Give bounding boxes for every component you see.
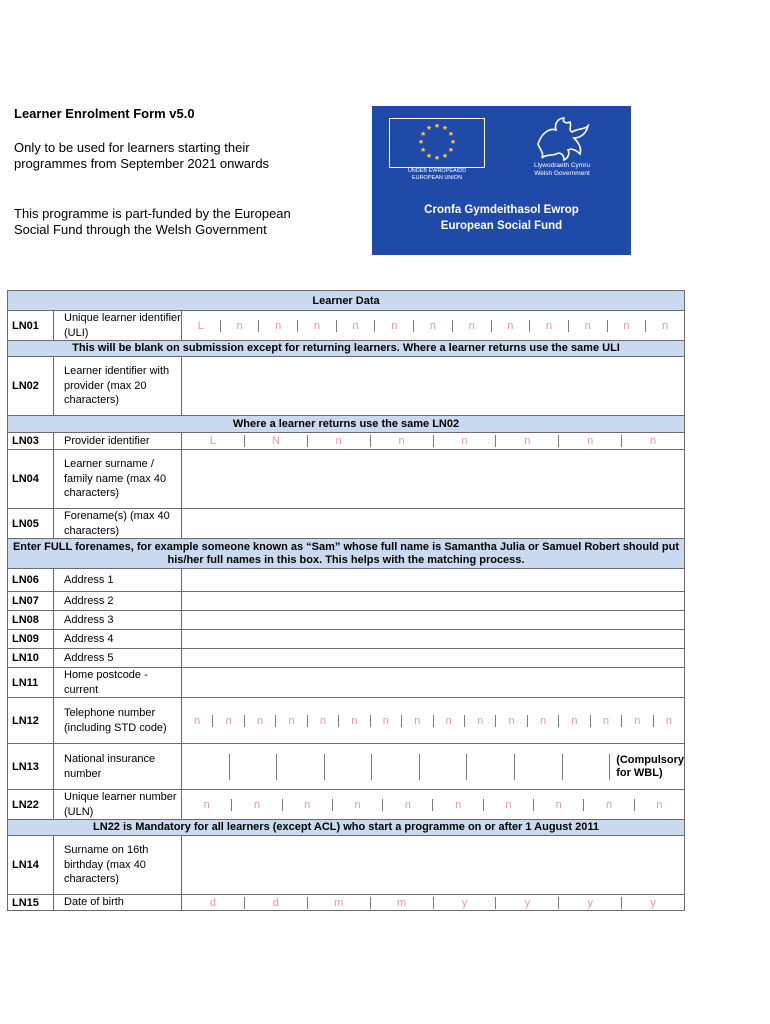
table-row-ln11 — [8, 668, 685, 698]
row-label: Unique learner identifier (ULI) — [54, 311, 182, 341]
char-box[interactable]: n — [401, 715, 432, 727]
row-code: LN22 — [8, 790, 54, 820]
char-box[interactable]: n — [464, 715, 495, 727]
char-box[interactable]: n — [590, 715, 621, 727]
char-box[interactable]: n — [645, 320, 684, 332]
address-5-field[interactable] — [182, 649, 685, 668]
char-box[interactable]: n — [621, 435, 684, 447]
char-box[interactable]: n — [220, 320, 259, 332]
esf-label-welsh: Cronfa Gymdeithasol Ewrop — [424, 204, 579, 216]
star-icon: ★ — [417, 139, 425, 146]
char-box[interactable]: n — [370, 435, 433, 447]
national-insurance-field[interactable] — [182, 744, 685, 790]
char-box[interactable] — [466, 754, 514, 780]
char-box[interactable]: n — [275, 715, 306, 727]
address-3-field[interactable] — [182, 611, 685, 630]
char-box[interactable]: n — [634, 799, 684, 811]
char-box[interactable]: n — [370, 715, 401, 727]
row-code: LN13 — [8, 744, 54, 790]
char-box[interactable] — [514, 754, 562, 780]
wg-label-welsh: Llywodraeth Cymru — [534, 162, 590, 169]
char-box[interactable]: n — [529, 320, 568, 332]
char-box[interactable]: n — [432, 799, 482, 811]
char-box[interactable]: n — [332, 799, 382, 811]
row-label: Forename(s) (max 40 characters) — [54, 509, 182, 539]
funding-note: This programme is part-funded by the European Social Fund through the Welsh Government — [14, 206, 291, 237]
row-code: LN10 — [8, 649, 54, 668]
row-code: LN15 — [8, 895, 54, 911]
row-label: Unique learner number (ULN) — [54, 790, 182, 820]
char-box[interactable]: n — [203, 798, 210, 811]
char-box[interactable]: n — [621, 715, 652, 727]
row-label: Provider identifier — [54, 433, 182, 450]
row-label: Address 5 — [54, 649, 182, 668]
row-label: Address 3 — [54, 611, 182, 630]
char-box[interactable]: n — [607, 320, 646, 332]
postcode-field[interactable] — [182, 668, 685, 698]
eu-label-english: EUROPEAN UNION — [411, 175, 463, 181]
row-code: LN09 — [8, 630, 54, 649]
char-box[interactable]: n — [568, 320, 607, 332]
table-row-ln13 — [8, 744, 685, 790]
telephone-field[interactable] — [182, 698, 685, 744]
row-code: LN02 — [8, 357, 54, 416]
date-of-birth-field[interactable] — [182, 895, 685, 911]
char-box[interactable]: y — [558, 897, 621, 909]
char-box[interactable]: n — [307, 435, 370, 447]
char-box[interactable]: n — [495, 715, 526, 727]
star-icon: ★ — [449, 139, 457, 146]
char-box[interactable] — [371, 754, 419, 780]
table-heading: Learner Data — [8, 291, 685, 311]
star-icon: ★ — [425, 152, 433, 160]
char-box[interactable]: m — [307, 897, 370, 909]
char-box[interactable] — [562, 754, 610, 780]
char-box[interactable]: n — [433, 715, 464, 727]
star-icon: ★ — [425, 125, 433, 133]
eligibility-note: Only to be used for learners starting their programmes from September 2021 onwards — [14, 140, 270, 171]
char-box[interactable]: n — [194, 714, 201, 727]
char-box[interactable]: n — [452, 320, 491, 332]
char-box[interactable]: y — [621, 897, 684, 909]
char-box[interactable]: n — [483, 799, 533, 811]
row-label: Address 4 — [54, 630, 182, 649]
char-box[interactable] — [229, 754, 277, 780]
char-box[interactable]: n — [297, 320, 336, 332]
learner-data-table — [7, 290, 685, 911]
eu-label-welsh: UNDEB EWROPEAIDD — [407, 168, 467, 174]
table-row-ln08 — [8, 611, 685, 630]
char-box[interactable]: n — [231, 799, 281, 811]
row-label: Telephone number (including STD code) — [54, 698, 182, 744]
esf-label — [372, 202, 631, 234]
table-row-ln14 — [8, 836, 685, 895]
esf-logo — [372, 106, 631, 255]
table-row-ln06 — [8, 569, 685, 592]
row-label: Address 2 — [54, 592, 182, 611]
row-code: LN14 — [8, 836, 54, 895]
row-code: LN04 — [8, 450, 54, 509]
row-code: LN03 — [8, 433, 54, 450]
uli-field[interactable] — [182, 311, 685, 341]
char-box[interactable] — [182, 754, 229, 780]
star-icon: ★ — [447, 147, 454, 154]
char-box[interactable]: N — [244, 435, 307, 447]
row-label: Learner identifier with provider (max 20 characters) — [54, 357, 182, 416]
surname-field[interactable] — [182, 450, 685, 509]
esf-label-english: European Social Fund — [440, 220, 563, 232]
forenames-note: Enter FULL forenames, for example someone known as “Sam” whose full name is Samantha Julia or Samuel Robert should put his/her full names in this box. This helps with the matching process. — [8, 539, 685, 569]
char-box[interactable]: n — [338, 715, 369, 727]
char-box[interactable] — [276, 754, 324, 780]
star-icon: ★ — [433, 123, 441, 130]
row-code: LN08 — [8, 611, 54, 630]
wg-label — [510, 162, 614, 178]
row-code: LN01 — [8, 311, 54, 341]
table-row-ln09 — [8, 630, 685, 649]
uli-note: This will be blank on submission except for returning learners. Where a learner returns use the same ULI — [8, 341, 685, 357]
provider-id-field[interactable] — [182, 433, 685, 450]
row-label: Address 1 — [54, 569, 182, 592]
table-row-ln05 — [8, 509, 685, 539]
char-box[interactable]: d — [244, 897, 307, 909]
surname-at-16-field[interactable] — [182, 836, 685, 895]
row-code: LN12 — [8, 698, 54, 744]
char-box[interactable]: n — [583, 799, 633, 811]
row-code: LN06 — [8, 569, 54, 592]
char-box[interactable]: n — [491, 320, 530, 332]
row-label: Surname on 16th birthday (max 40 characters) — [54, 836, 182, 895]
table-row-ln10 — [8, 649, 685, 668]
forenames-field[interactable] — [182, 509, 685, 539]
char-box[interactable] — [324, 754, 372, 780]
table-row-ln12 — [8, 698, 685, 744]
char-box[interactable]: n — [653, 715, 684, 727]
star-icon: ★ — [420, 147, 427, 154]
char-box[interactable]: n — [307, 715, 338, 727]
char-box[interactable]: n — [282, 799, 332, 811]
ln02-note: Where a learner returns use the same LN02 — [8, 416, 685, 433]
star-icon: ★ — [447, 131, 454, 138]
address-2-field[interactable] — [182, 592, 685, 611]
table-row-ln03 — [8, 433, 685, 450]
char-box[interactable]: n — [558, 435, 621, 447]
eu-label — [382, 168, 492, 182]
table-row-ln01 — [8, 311, 685, 341]
address-1-field[interactable] — [182, 569, 685, 592]
char-box[interactable]: n — [336, 320, 375, 332]
char-box[interactable] — [419, 754, 467, 780]
form-title: Learner Enrolment Form v5.0 — [14, 106, 195, 121]
wg-label-english: Welsh Government — [534, 170, 590, 177]
row-code: LN11 — [8, 668, 54, 698]
table-row-ln04 — [8, 450, 685, 509]
char-box[interactable]: n — [533, 799, 583, 811]
eu-flag-icon — [389, 118, 485, 168]
char-box[interactable]: n — [382, 799, 432, 811]
char-box[interactable]: L — [209, 435, 216, 447]
char-box[interactable]: n — [212, 715, 243, 727]
table-row-ln22 — [8, 790, 685, 820]
compulsory-note: (Compulsory for WBL) — [609, 754, 684, 780]
star-icon: ★ — [420, 131, 427, 138]
char-box[interactable]: d — [209, 896, 216, 909]
table-row-ln02 — [8, 357, 685, 416]
star-icon: ★ — [441, 152, 449, 160]
row-label: Date of birth — [54, 895, 182, 911]
row-label: Learner surname / family name (max 40 characters) — [54, 450, 182, 509]
star-icon: ★ — [441, 125, 449, 133]
table-row-ln07 — [8, 592, 685, 611]
address-4-field[interactable] — [182, 630, 685, 649]
star-icon: ★ — [433, 155, 441, 162]
char-box[interactable]: n — [527, 715, 558, 727]
welsh-dragon-icon — [532, 114, 592, 164]
char-box[interactable]: n — [258, 320, 297, 332]
row-label: National insurance number — [54, 744, 182, 790]
char-box[interactable]: n — [558, 715, 589, 727]
uln-field[interactable] — [182, 790, 685, 820]
char-box[interactable]: n — [495, 435, 558, 447]
char-box[interactable]: m — [370, 897, 433, 909]
char-box[interactable]: y — [433, 897, 496, 909]
char-box[interactable]: n — [433, 435, 496, 447]
row-code: LN05 — [8, 509, 54, 539]
ln22-note: LN22 is Mandatory for all learners (except ACL) who start a programme on or after 1 August 2011 — [8, 820, 685, 836]
char-box[interactable]: n — [244, 715, 275, 727]
char-box[interactable]: y — [495, 897, 558, 909]
row-code: LN07 — [8, 592, 54, 611]
char-box[interactable]: n — [413, 320, 452, 332]
row-label: Home postcode -current — [54, 668, 182, 698]
char-box[interactable]: n — [374, 320, 413, 332]
table-row-ln15 — [8, 895, 685, 911]
provider-learner-id-field[interactable] — [182, 357, 685, 416]
char-box[interactable]: L — [197, 319, 204, 332]
